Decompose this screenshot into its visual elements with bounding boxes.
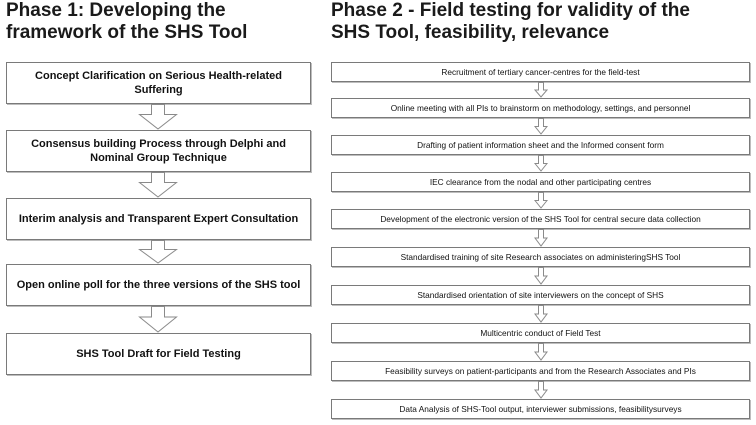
phase1-step-5: SHS Tool Draft for Field Testing (6, 333, 311, 375)
phase2-step-8: Multicentric conduct of Field Test (331, 323, 750, 343)
phase2-step-4: IEC clearance from the nodal and other participating centres (331, 172, 750, 192)
phase2-arrow-8 (534, 343, 548, 361)
phase2-step-7: Standardised orientation of site interviewers on the concept of SHS (331, 285, 750, 305)
phase1-title-line-2: framework of the SHS Tool (6, 22, 248, 43)
phase2-step-9: Feasibility surveys on patient-participants and from the Research Associates and PIs (331, 361, 750, 381)
phase1-step-1: Concept Clarification on Serious Health-related Suffering (6, 62, 311, 104)
phase1-step-3: Interim analysis and Transparent Expert Consultation (6, 198, 311, 240)
phase2-step-6: Standardised training of site Research associates on administeringSHS Tool (331, 247, 750, 267)
phase2-arrow-9 (534, 381, 548, 399)
phase1-title-line-1: Phase 1: Developing the (6, 0, 226, 21)
phase2-title-line-2: SHS Tool, feasibility, relevance (331, 22, 610, 43)
phase2-arrow-3 (534, 155, 548, 172)
phase2-arrow-2 (534, 118, 548, 135)
phase1-arrow-1 (138, 104, 178, 130)
phase1-arrow-4 (138, 306, 178, 333)
phase2-title (331, 0, 690, 44)
phase2-arrow-1 (534, 82, 548, 98)
phase2-arrow-4 (534, 192, 548, 209)
phase1-title (6, 0, 247, 44)
phase2-arrow-5 (534, 229, 548, 247)
phase2-step-1: Recruitment of tertiary cancer-centres for the field-test (331, 62, 750, 82)
phase2-step-3: Drafting of patient information sheet and the Informed consent form (331, 135, 750, 155)
phase2-step-10: Data Analysis of SHS-Tool output, interviewer submissions, feasibilitysurveys (331, 399, 750, 419)
phase2-step-2: Online meeting with all PIs to brainstorm on methodology, settings, and personnel (331, 98, 750, 118)
phase2-step-5: Development of the electronic version of the SHS Tool for central secure data collection (331, 209, 750, 229)
phase2-title-line-1: Phase 2 - Field testing for validity of the (331, 0, 690, 21)
phase2-arrow-7 (534, 305, 548, 323)
phase1-step-2: Consensus building Process through Delphi and Nominal Group Technique (6, 130, 311, 172)
phase1-step-4: Open online poll for the three versions of the SHS tool (6, 264, 311, 306)
phase1-arrow-3 (138, 240, 178, 264)
phase1-arrow-2 (138, 172, 178, 198)
phase2-arrow-6 (534, 267, 548, 285)
